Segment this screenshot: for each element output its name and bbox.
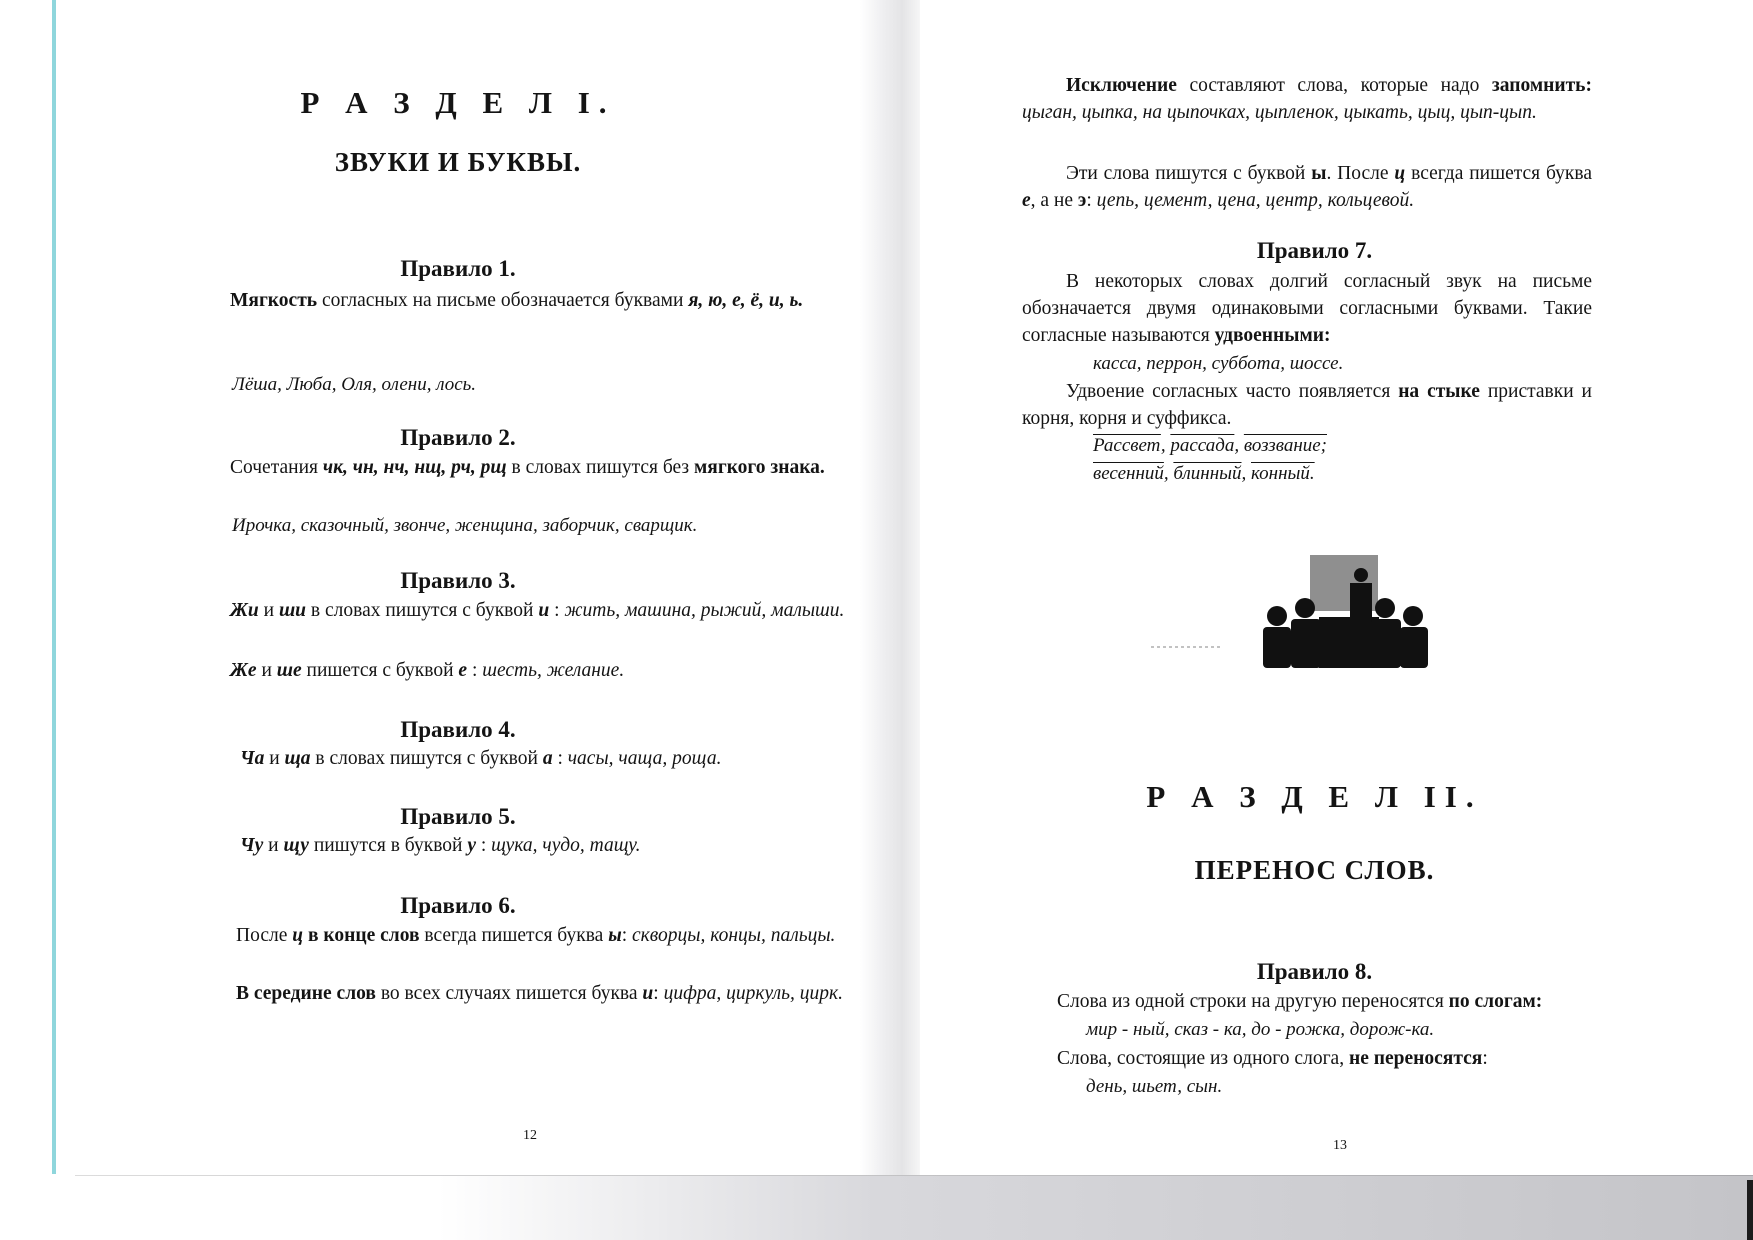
rule-text: Сочетания чк, чн, нч, нщ, рч, рщ в словах пишутся без мягкого знака. (230, 457, 825, 478)
section-title: Р А З Д Е Л I. (300, 85, 616, 120)
rule-text: Жи и ши в словах пишутся с буквой и : жить, машина, рыжий, малыши. (230, 600, 845, 621)
rule-title: Правило 7. (1256, 238, 1373, 263)
rule-text: В середине слов во всех случаях пишется буква и: цифра, циркуль, цирк. (236, 983, 844, 1004)
rule-title: Правило 5. (400, 804, 516, 829)
rule-text: В некоторых словах долгий согласный звук на письме обозначается двумя одинаковыми согласными буквами. Такие согласные называются удвоенными: (1022, 271, 1592, 346)
rule-title: Правило 2. (400, 425, 516, 450)
left-page (56, 0, 860, 1176)
rule-title: Правило 8. (1256, 959, 1373, 984)
scan-smudge (1151, 646, 1221, 648)
section-subtitle: ЗВУКИ И БУКВЫ. (334, 147, 582, 177)
rule-text: Чу и щу пишутся в буквой у : щука, чудо, тащу. (240, 835, 641, 856)
right-page (920, 0, 1753, 1176)
rule-text: Ча и ща в словах пишутся с буквой а : часы, чаща, роща. (240, 748, 722, 769)
rule-text: Же и ше пишется с буквой е : шесть, желание. (230, 660, 625, 681)
section-title: Р А З Д Е Л II. (1146, 779, 1483, 814)
section-subtitle: ПЕРЕНОС СЛОВ. (1194, 855, 1435, 885)
rule-examples-morphemes: Рассвет, рассада, воззвание; (1093, 435, 1327, 456)
scanner-edge (1747, 1180, 1753, 1240)
exception-note: Эти слова пишутся с буквой ы. После ц всегда пишется буква е, а не э: цепь, цемент, цена, центр, кольцевой. (1022, 163, 1592, 211)
rule-text: Удвоение согласных часто появляется на стыке приставки и корня, корня и суффикса. (1022, 381, 1592, 429)
rule-examples: день, шьет, сын. (1086, 1076, 1223, 1097)
page-number: 13 (1333, 1138, 1347, 1153)
rule-title: Правило 6. (400, 893, 516, 918)
rule-title: Правило 1. (400, 256, 516, 281)
rule-examples: касса, перрон, суббота, шоссе. (1093, 353, 1344, 374)
rule-examples: Лёша, Люба, Оля, олени, лось. (232, 374, 477, 395)
page-number: 12 (523, 1128, 537, 1143)
rule-text: Мягкость согласных на письме обозначается буквами я, ю, е, ё, и, ь. (230, 290, 804, 311)
scanner-background (0, 1176, 1753, 1240)
rule-examples: Ирочка, сказочный, звонче, женщина, заборчик, сварщик. (232, 515, 698, 536)
rule-title: Правило 3. (400, 568, 516, 593)
teacher-with-students-icon (1263, 553, 1428, 668)
rule-examples-morphemes: весенний, блинный, конный. (1093, 463, 1315, 484)
exception-text: Исключение составляют слова, которые надо запомнить: цыган, цыпка, на цыпочках, цыпленок, цыкать, цыц, цып-цып. (1022, 75, 1592, 123)
rule-title: Правило 4. (400, 717, 516, 742)
rule-text: Слова, состоящие из одного слога, не переносятся: (1057, 1048, 1488, 1069)
rule-text: Слова из одной строки на другую переносятся по слогам: (1057, 991, 1543, 1012)
rule-examples: мир - ный, сказ - ка, до - рожка, дорож-ка. (1086, 1019, 1435, 1040)
rule-text: После ц в конце слов всегда пишется буква ы: скворцы, концы, пальцы. (236, 925, 836, 946)
